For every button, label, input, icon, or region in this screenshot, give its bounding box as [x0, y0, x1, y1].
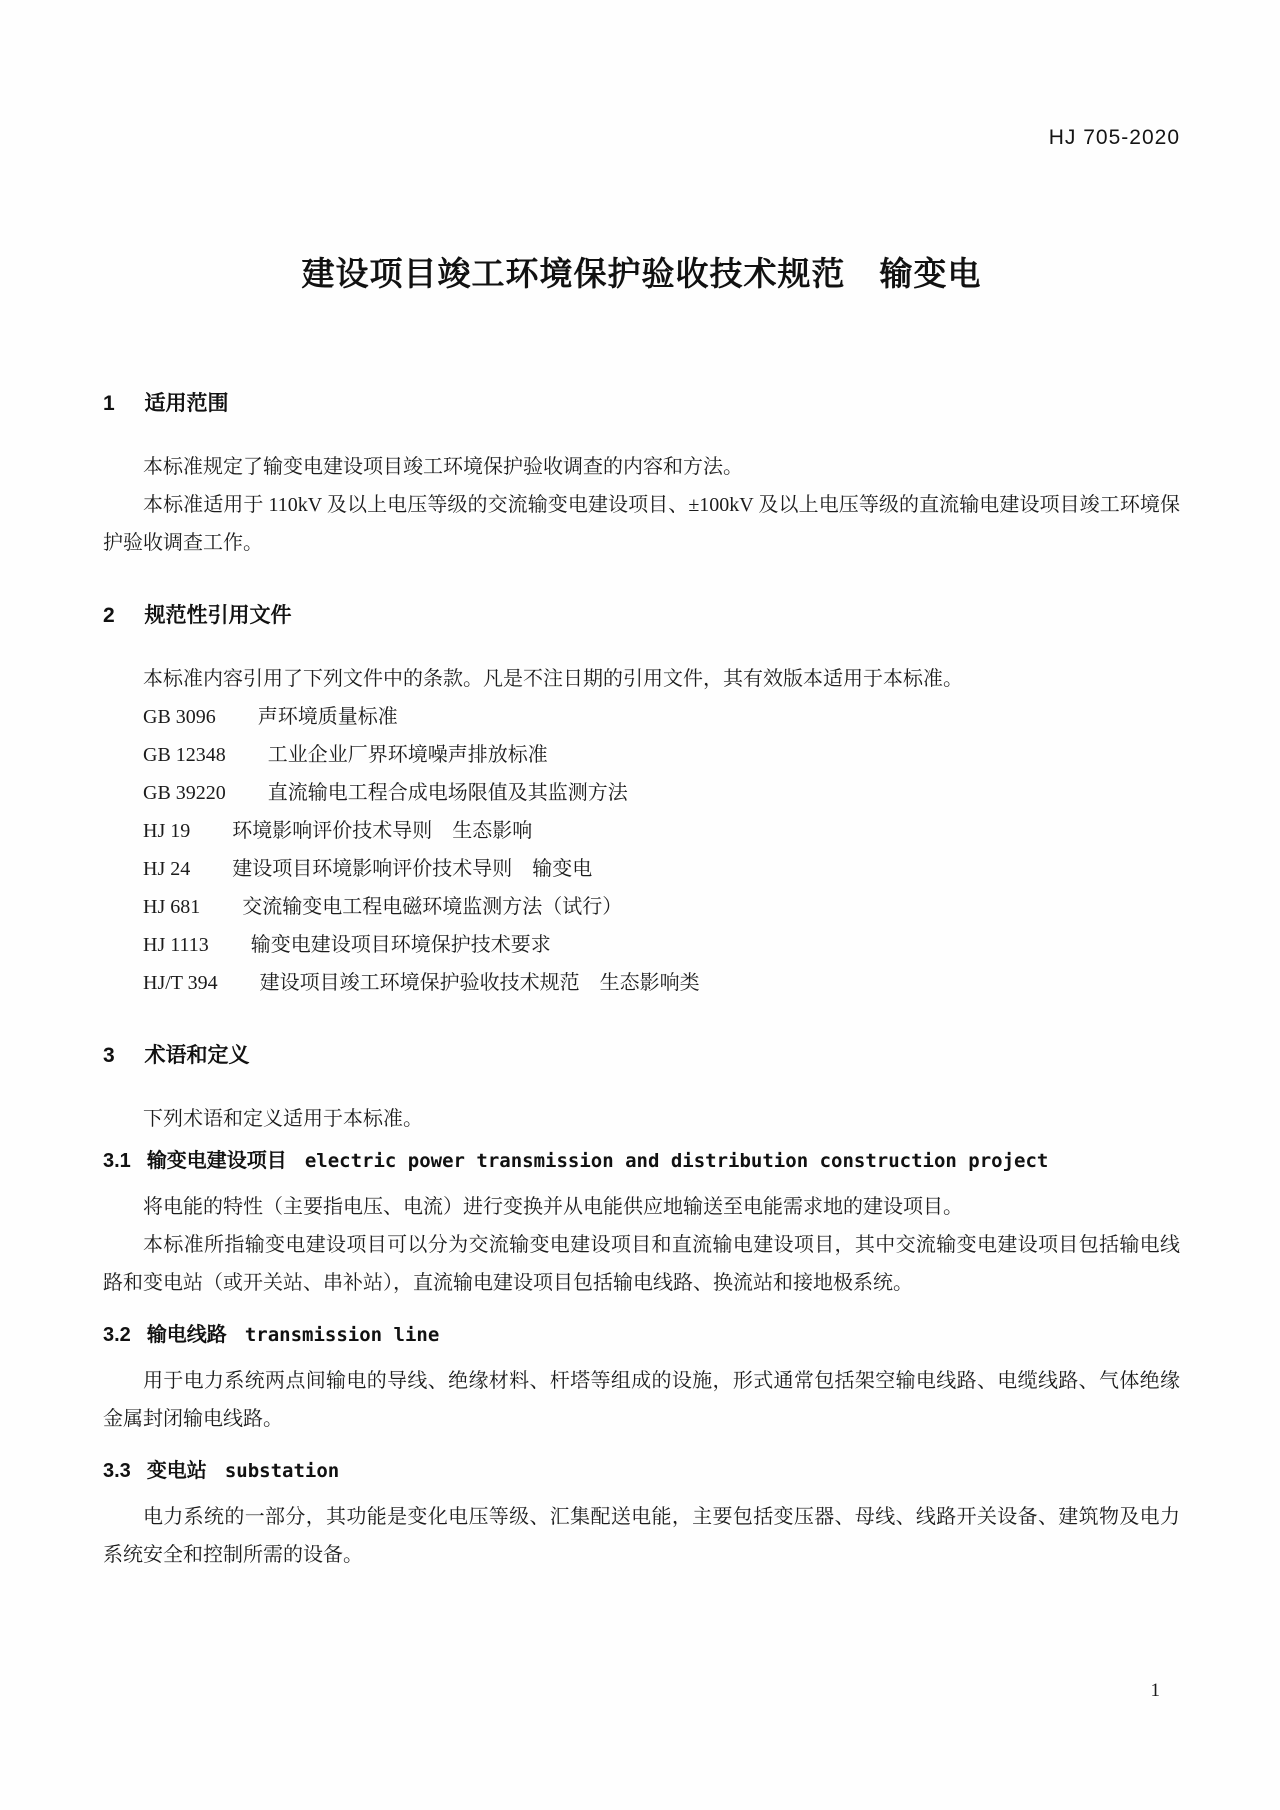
term-3-3-paragraph-1: 电力系统的一部分，其功能是变化电压等级、汇集配送电能，主要包括变压器、母线、线路开关设备、建筑物及电力系统安全和控制所需的设备。 — [103, 1506, 1180, 1566]
reference-code: HJ 1113 — [143, 934, 209, 956]
reference-title: 交流输变电工程电磁环境监测方法（试行） — [242, 896, 623, 918]
section-2-number: 2 — [103, 604, 115, 627]
term-name-en: substation — [224, 1460, 340, 1482]
section-1-paragraph-1: 本标准规定了输变电建设项目竣工环境保护验收调查的内容和方法。 — [143, 456, 743, 478]
term-3-1-heading — [103, 1146, 1180, 1176]
page-number: 1 — [1150, 1680, 1160, 1701]
reference-item — [103, 698, 1180, 736]
reference-code: GB 39220 — [143, 782, 226, 804]
section-1-paragraph-2: 本标准适用于 110kV 及以上电压等级的交流输变电建设项目、±100kV 及以上电压等级的直流输电建设项目竣工环境保护验收调查工作。 — [103, 494, 1180, 554]
section-3-heading — [103, 1042, 1180, 1070]
term-name-zh: 变电站 — [146, 1460, 207, 1482]
reference-title: 建设项目环境影响评价技术导则 输变电 — [232, 858, 593, 880]
section-3-intro: 下列术语和定义适用于本标准。 — [143, 1108, 423, 1130]
term-3-1-paragraph-2: 本标准所指输变电建设项目可以分为交流输变电建设项目和直流输电建设项目，其中交流输变电建设项目包括输电线路和变电站（或开关站、串补站），直流输电建设项目包括输电线路、换流站和接地极系统。 — [103, 1234, 1180, 1294]
reference-title: 直流输电工程合成电场限值及其监测方法 — [267, 782, 628, 804]
section-1-number: 1 — [103, 392, 115, 415]
term-3-1-paragraph-1: 将电能的特性（主要指电压、电流）进行变换并从电能供应地输送至电能需求地的建设项目。 — [143, 1196, 963, 1218]
reference-item — [103, 774, 1180, 812]
section-2-title: 规范性引用文件 — [144, 604, 292, 627]
term-name-zh: 输电线路 — [146, 1324, 227, 1346]
reference-code: GB 12348 — [143, 744, 226, 766]
term-name-en: electric power transmission and distribution construction project — [304, 1150, 1049, 1172]
standard-code: HJ 705-2020 — [1048, 126, 1180, 149]
reference-title: 建设项目竣工环境保护验收技术规范 生态影响类 — [259, 972, 700, 994]
section-2-heading — [103, 602, 1180, 630]
reference-title: 工业企业厂界环境噪声排放标准 — [267, 744, 548, 766]
reference-title: 声环境质量标准 — [257, 706, 398, 728]
term-3-2-paragraph-1: 用于电力系统两点间输电的导线、绝缘材料、杆塔等组成的设施，形式通常包括架空输电线路、电缆线路、气体绝缘金属封闭输电线路。 — [103, 1370, 1180, 1430]
term-name-zh: 输变电建设项目 — [146, 1150, 287, 1172]
reference-item — [103, 812, 1180, 850]
reference-item — [103, 850, 1180, 888]
section-3-number: 3 — [103, 1044, 115, 1067]
reference-code: HJ/T 394 — [143, 972, 218, 994]
term-number: 3.2 — [103, 1324, 131, 1346]
reference-list — [103, 698, 1180, 1002]
reference-code: HJ 19 — [143, 820, 191, 842]
reference-item — [103, 736, 1180, 774]
term-name-en: transmission line — [244, 1324, 440, 1346]
reference-title: 环境影响评价技术导则 生态影响 — [232, 820, 533, 842]
term-3-2-heading — [103, 1320, 1180, 1350]
term-number: 3.1 — [103, 1150, 131, 1172]
section-1-title: 适用范围 — [144, 392, 229, 415]
reference-code: HJ 24 — [143, 858, 191, 880]
reference-code: GB 3096 — [143, 706, 216, 728]
section-3-title: 术语和定义 — [144, 1044, 250, 1067]
reference-code: HJ 681 — [143, 896, 201, 918]
term-3-3-heading — [103, 1456, 1180, 1486]
reference-item — [103, 964, 1180, 1002]
section-1-heading — [103, 390, 1180, 418]
section-2-intro: 本标准内容引用了下列文件中的条款。凡是不注日期的引用文件，其有效版本适用于本标准。 — [143, 668, 963, 690]
reference-item — [103, 926, 1180, 964]
reference-title: 输变电建设项目环境保护技术要求 — [250, 934, 551, 956]
term-number: 3.3 — [103, 1460, 131, 1482]
reference-item — [103, 888, 1180, 926]
document-title: 建设项目竣工环境保护验收技术规范 输变电 — [301, 255, 982, 292]
